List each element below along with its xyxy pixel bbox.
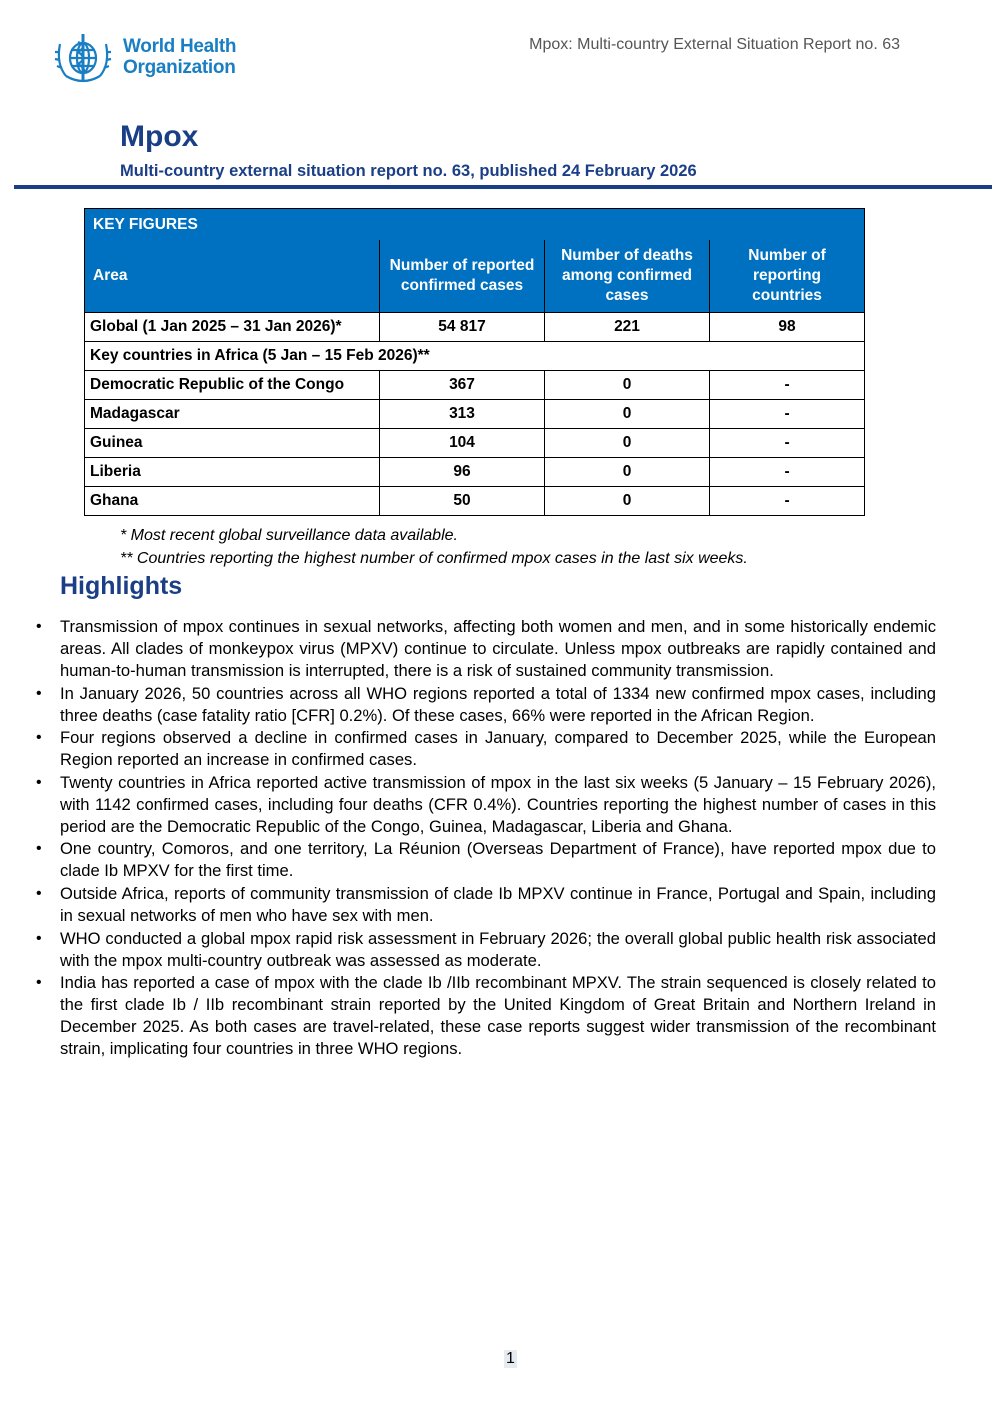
table-row <box>85 429 865 458</box>
list-item: • In January 2026, 50 countries across all WHO regions reported a total of 1334 new confirmed mpox cases, including three deaths (case fatality ratio [CFR] 0.2%). Of these cases, 66% were reported in the African Region. <box>60 683 936 727</box>
country-reporting: - <box>710 458 865 487</box>
table-row <box>85 487 865 516</box>
table-row-global <box>85 313 865 342</box>
who-logo <box>52 28 252 88</box>
table-footnote-2: ** Countries reporting the highest number of confirmed mpox cases in the last six weeks. <box>120 550 748 567</box>
country-reporting: - <box>710 487 865 516</box>
list-item: • One country, Comoros, and one territory, La Réunion (Overseas Department of France), have reported mpox due to clade Ib MPXV for the first time. <box>60 838 936 882</box>
country-cases: 104 <box>380 429 545 458</box>
list-item: • India has reported a case of mpox with the clade Ib /IIb recombinant MPXV. The strain sequenced is closely related to the first clade Ib / IIb recombinant strain reported by the United Kingdom of Great Britain and Northern Ireland in December 2025. As both cases are travel-related, these case reports suggest wider transmission of the recombinant strain, implicating four countries in three WHO regions. <box>60 972 936 1060</box>
country-deaths: 0 <box>545 400 710 429</box>
title-divider <box>14 185 992 189</box>
key-figures-heading: KEY FIGURES <box>85 209 865 241</box>
list-item: • Four regions observed a decline in confirmed cases in January, compared to December 2025, while the European Region reported an increase in confirmed cases. <box>60 727 936 771</box>
column-header-deaths: Number of deaths among confirmed cases <box>545 240 710 313</box>
table-footnote-1: * Most recent global surveillance data available. <box>120 527 458 544</box>
country-name: Liberia <box>85 458 380 487</box>
table-row <box>85 371 865 400</box>
africa-section-label: Key countries in Africa (5 Jan – 15 Feb 2026)** <box>85 342 865 371</box>
running-header: Mpox: Multi-country External Situation Report no. 63 <box>529 36 900 53</box>
list-item: • WHO conducted a global mpox rapid risk assessment in February 2026; the overall global public health risk associated with the mpox multi-country outbreak was assessed as moderate. <box>60 928 936 972</box>
global-deaths: 221 <box>545 313 710 342</box>
column-header-countries: Number of reporting countries <box>710 240 865 313</box>
country-cases: 50 <box>380 487 545 516</box>
country-deaths: 0 <box>545 458 710 487</box>
highlights-list <box>60 616 936 1061</box>
country-deaths: 0 <box>545 487 710 516</box>
country-reporting: - <box>710 400 865 429</box>
list-item: • Outside Africa, reports of community transmission of clade Ib MPXV continue in France, Portugal and Spain, including in sexual networks of men who have sex with men. <box>60 883 936 927</box>
column-header-area: Area <box>85 240 380 313</box>
country-cases: 96 <box>380 458 545 487</box>
key-figures-heading-row <box>85 209 865 241</box>
global-area: Global (1 Jan 2025 – 31 Jan 2026)* <box>85 313 380 342</box>
country-name: Madagascar <box>85 400 380 429</box>
table-row-africa-label <box>85 342 865 371</box>
page-subtitle: Multi-country external situation report no. 63, published 24 February 2026 <box>120 162 697 180</box>
country-deaths: 0 <box>545 371 710 400</box>
global-cases: 54 817 <box>380 313 545 342</box>
country-name: Ghana <box>85 487 380 516</box>
country-name: Democratic Republic of the Congo <box>85 371 380 400</box>
key-figures-table <box>84 208 865 516</box>
table-row <box>85 458 865 487</box>
country-name: Guinea <box>85 429 380 458</box>
logo-line-1: World Health <box>123 36 237 57</box>
country-deaths: 0 <box>545 429 710 458</box>
country-reporting: - <box>710 429 865 458</box>
page-title: Mpox <box>120 120 199 153</box>
country-cases: 367 <box>380 371 545 400</box>
global-countries: 98 <box>710 313 865 342</box>
who-emblem-icon <box>52 28 114 88</box>
list-item: • Twenty countries in Africa reported active transmission of mpox in the last six weeks (5 January – 15 February 2026), with 1142 confirmed cases, including four deaths (CFR 0.4%). Countries reporting the highest number of cases in this period are the Democratic Republic of the Congo, Guinea, Madagascar, Liberia and Ghana. <box>60 772 936 838</box>
country-cases: 313 <box>380 400 545 429</box>
table-row <box>85 400 865 429</box>
highlights-heading: Highlights <box>60 572 183 600</box>
logo-line-2: Organization <box>123 57 236 78</box>
country-reporting: - <box>710 371 865 400</box>
page-number: 1 <box>506 1350 515 1367</box>
table-header-row <box>85 240 865 313</box>
column-header-cases: Number of reported confirmed cases <box>380 240 545 313</box>
list-item: • Transmission of mpox continues in sexual networks, affecting both women and men, and in some historically endemic areas. All clades of monkeypox virus (MPXV) continue to circulate. Unless mpox outbreaks are rapidly contained and human-to-human transmission is interrupted, there is a risk of sustained community transmission. <box>60 616 936 682</box>
logo-wordmark <box>123 36 236 78</box>
